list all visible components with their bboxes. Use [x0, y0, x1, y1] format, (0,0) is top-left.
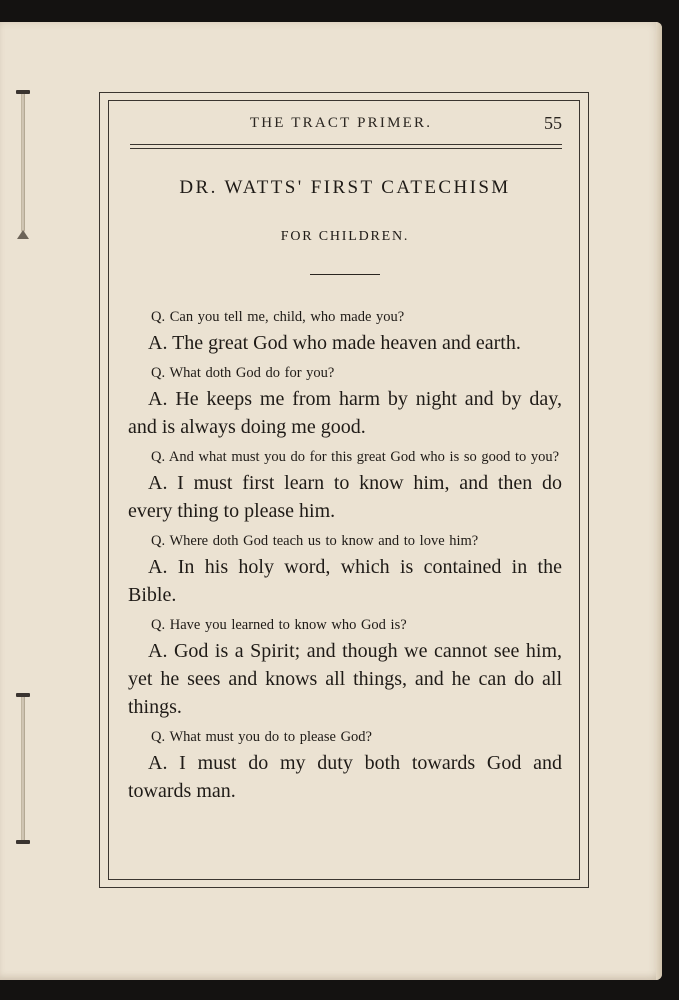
answer: A. I must do my duty both towards God and towards man.	[128, 752, 562, 802]
header-rule-bottom	[130, 148, 562, 149]
running-header	[120, 113, 562, 137]
answer: A. In his holy word, which is contained in the Bible.	[128, 556, 562, 606]
page-edge	[656, 22, 662, 980]
running-title: THE TRACT PRIMER.	[249, 115, 433, 131]
question: Q. Have you learned to know who God is?	[151, 617, 407, 633]
question: Q. What doth God do for you?	[151, 365, 335, 381]
staple-bottom-end	[16, 840, 30, 844]
catechism-title: DR. WATTS' FIRST CATECHISM	[179, 177, 511, 198]
page-number: 55	[544, 113, 562, 133]
answer: A. I must first learn to know him, and then do every thing to please him.	[128, 472, 562, 522]
staple-top	[16, 90, 30, 94]
page-content	[128, 168, 562, 812]
binding-thread-top	[21, 92, 25, 232]
answer: A. He keeps me from harm by night and by day, and is always doing me good.	[128, 388, 562, 438]
question: Q. And what must you do for this great God who is so good to you?	[151, 449, 560, 465]
staple-top-head-icon	[17, 230, 29, 239]
qa-list	[128, 308, 562, 805]
header-rule-top	[130, 144, 562, 145]
question: Q. Where doth God teach us to know and to love him?	[151, 533, 479, 549]
answer: A. The great God who made heaven and earth.	[148, 332, 521, 354]
answer: A. God is a Spirit; and though we cannot see him, yet he sees and knows all things, and he can do all things.	[128, 640, 562, 718]
question: Q. Can you tell me, child, who made you?	[151, 309, 405, 325]
binding-thread-bottom	[21, 694, 25, 844]
question: Q. What must you do to please God?	[151, 729, 372, 745]
catechism-subtitle: FOR CHILDREN.	[280, 229, 410, 244]
staple-bottom	[16, 693, 30, 697]
title-divider	[310, 274, 380, 275]
